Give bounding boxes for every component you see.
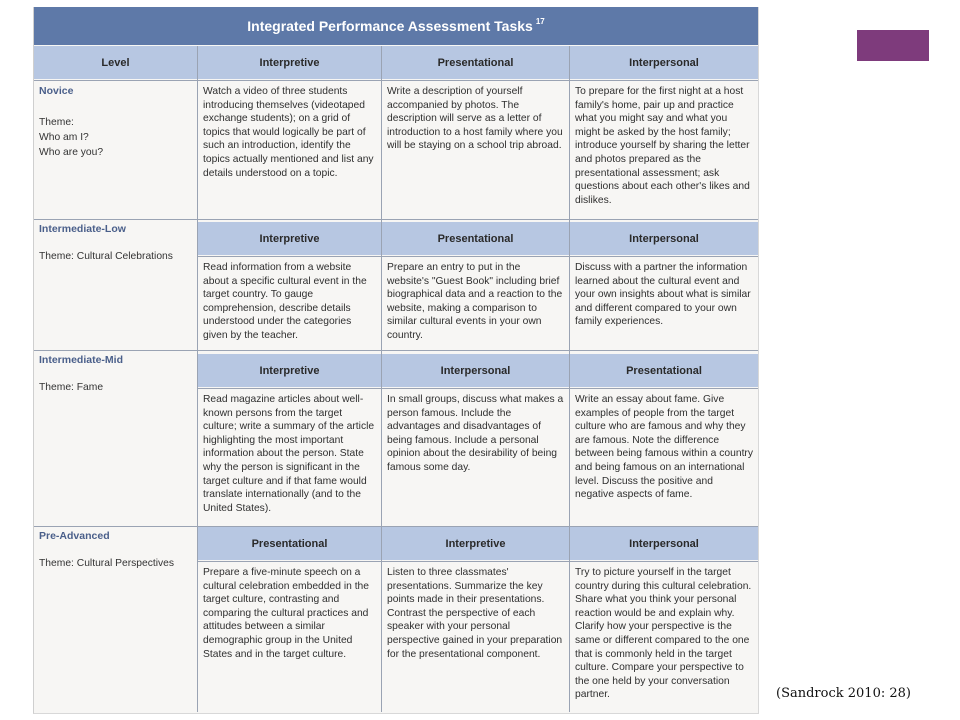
task-cell: Read magazine articles about well-known persons from the target culture; write a summary of the article highlighting the most important information about the person. State why the person is significant in the target culture and if that fame would translate internationally (and to the United States). xyxy=(203,394,375,514)
grid-divider xyxy=(34,526,758,527)
grid-divider xyxy=(34,350,758,351)
task-cell: Listen to three classmates' presentations. Summarize the key points made in their presentations. Contrast the perspective of each speaker with your personal perspective gained in your preparation for the presentational component. xyxy=(387,567,563,660)
task-cell: Try to picture yourself in the target country during this cultural celebration. Share what you think your personal reaction would be and explain why. Clarify how your perspective is the same or different compared to the one that is commonly held in the target culture. Compare your perspective to the one held by your conversation partner. xyxy=(575,567,752,701)
level-name: Novice xyxy=(39,85,74,97)
task-cell: Discuss with a partner the information learned about the cultural event and your own insights about what is similar and different compared to your own family experiences. xyxy=(575,262,751,328)
table-title-bar xyxy=(34,7,758,45)
theme-line: Who am I? xyxy=(39,131,89,143)
task-cell: Prepare an entry to put in the website's "Guest Book" including brief biographical data and a reaction to the website, making a comparison to similar cultural events in your own country. xyxy=(387,262,563,341)
row-header: Interpersonal xyxy=(382,354,569,387)
grid-divider xyxy=(381,46,382,712)
row-header: Interpretive xyxy=(382,527,569,560)
theme-line: Theme: Cultural Perspectives xyxy=(39,557,175,569)
header-interpretive: Interpretive xyxy=(198,46,381,79)
assessment-table-scan xyxy=(33,7,759,714)
row-header: Interpretive xyxy=(198,354,381,387)
grid-divider xyxy=(198,561,758,562)
task-cell: Watch a video of three students introducing themselves (videotaped exchange students); on a grid of topics that would logically be part of such an introduction, identify the topics actually mentioned and list any details understood on a topic. xyxy=(203,86,374,179)
grid-divider xyxy=(198,388,758,389)
row-header: Interpersonal xyxy=(570,527,758,560)
level-cell-novice xyxy=(34,81,197,221)
row-header: Interpersonal xyxy=(570,222,758,255)
row-header: Presentational xyxy=(570,354,758,387)
task-cell: Write an essay about fame. Give examples of people from the target culture who are famous and why they are famous. Note the difference between being famous within a country and being famous on an international level. Discuss the positive and negative aspects of fame. xyxy=(575,394,754,501)
header-interpersonal: Interpersonal xyxy=(570,46,758,79)
task-cell: Read information from a website about a specific cultural event in the target country. To gauge comprehension, describe details understood under the categories given by the teacher. xyxy=(203,262,367,341)
grid-divider xyxy=(34,219,758,220)
header-presentational: Presentational xyxy=(382,46,569,79)
level-cell-intermediate-mid xyxy=(34,350,197,528)
table-title: Integrated Performance Assessment Tasks xyxy=(247,18,533,34)
task-cell: To prepare for the first night at a host family's home, pair up and practice what you might say and what you might be asked by the host family; introduce yourself by sharing the letter and photos prepared as the presentational assessment; ask questions about each other's likes and dislikes. xyxy=(575,86,750,206)
theme-line: Theme: Fame xyxy=(39,381,104,393)
row-header: Presentational xyxy=(198,527,381,560)
row-header: Interpretive xyxy=(198,222,381,255)
grid-divider xyxy=(198,256,758,257)
grid-divider xyxy=(569,46,570,712)
task-cell: In small groups, discuss what makes a person famous. Include the advantages and disadvantages of being famous. Include a personal opinion about the desirability of being famous some day. xyxy=(387,394,564,473)
level-cell-pre-advanced xyxy=(34,526,197,712)
level-cell-intermediate-low xyxy=(34,219,197,351)
grid-divider xyxy=(197,46,198,712)
theme-line: Theme: Cultural Celebrations xyxy=(39,250,173,262)
task-cell: Prepare a five-minute speech on a cultural celebration embedded in the target culture, contrasting and comparing the cultural practices and attitudes between a similar demographic group in the United States and in the target culture. xyxy=(203,567,370,660)
title-footnote-marker: 17 xyxy=(535,16,545,26)
header-level: Level xyxy=(34,46,197,79)
row-header: Presentational xyxy=(382,222,569,255)
task-cell: Write a description of yourself accompanied by photos. The description will serve as a letter of introduction to a host family where you will be staying on a school trip abroad. xyxy=(387,86,563,152)
level-name: Intermediate-Low xyxy=(39,223,126,235)
theme-line: Who are you? xyxy=(39,146,104,158)
accent-square xyxy=(857,30,929,61)
level-name: Pre-Advanced xyxy=(39,530,110,542)
level-name: Intermediate-Mid xyxy=(39,354,124,366)
citation: (Sandrock 2010: 28) xyxy=(776,686,911,701)
theme-label: Theme: xyxy=(39,116,74,128)
grid-divider xyxy=(34,80,758,81)
